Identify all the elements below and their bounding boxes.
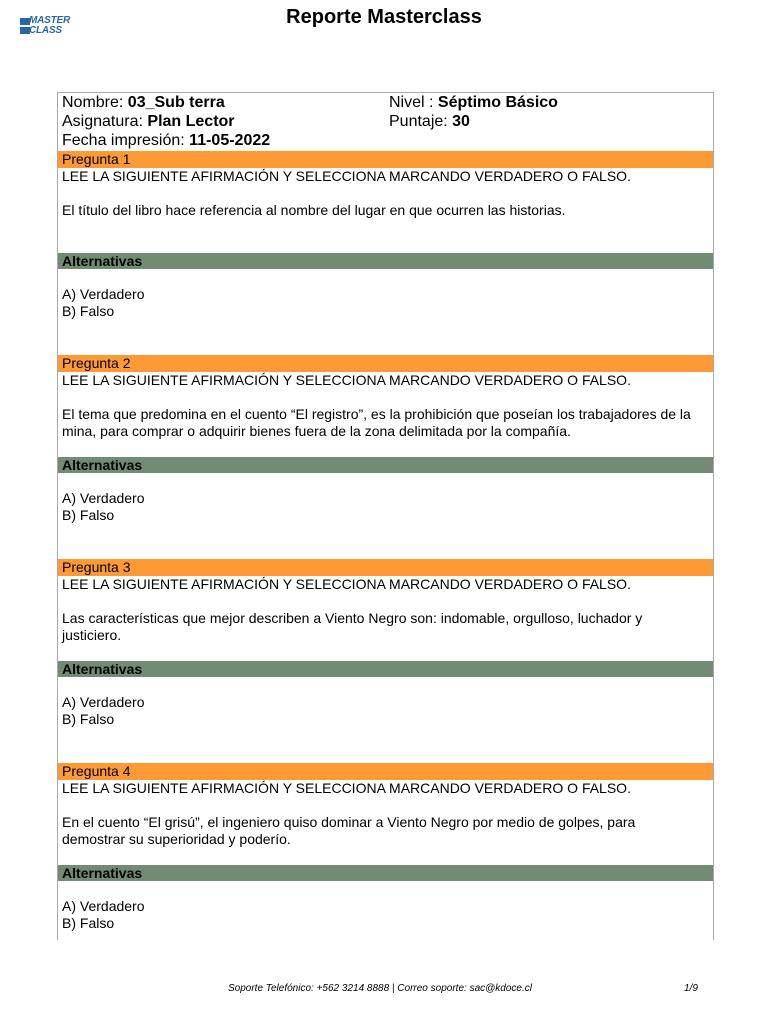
alternative-a: A) Verdadero (62, 694, 145, 710)
question-prompt: LEE LA SIGUIENTE AFIRMACIÓN Y SELECCIONA MARCANDO VERDADERO O FALSO. (62, 372, 631, 388)
question-prompt: LEE LA SIGUIENTE AFIRMACIÓN Y SELECCIONA MARCANDO VERDADERO O FALSO. (62, 780, 631, 796)
question-3 (58, 559, 713, 763)
asignatura-row (62, 112, 270, 131)
alternatives-list (58, 269, 713, 355)
alternatives-list (58, 677, 713, 763)
alternative-a: A) Verdadero (62, 490, 145, 506)
nivel-row (389, 93, 558, 112)
nivel-value: Séptimo Básico (437, 94, 558, 111)
fecha-value: 11-05-2022 (189, 132, 271, 149)
question-1 (58, 151, 713, 355)
question-statement: En el cuento “El grisú”, el ingeniero quiso dominar a Viento Negro por medio de golpes, para demostrar su superioridad y poderío. (62, 814, 636, 847)
question-statement: Las características que mejor describen a Viento Negro son: indomable, orgulloso, luchador y justiciero. (62, 610, 643, 643)
nivel-label: Nivel : (389, 94, 438, 111)
logo-line-1: MASTER (29, 15, 71, 26)
puntaje-label: Puntaje: (389, 113, 453, 130)
info-column-left (62, 93, 270, 150)
alternatives-header: Alternativas (58, 457, 713, 473)
page-number: 1/9 (684, 983, 698, 994)
question-header: Pregunta 4 (58, 763, 713, 780)
nombre-label: Nombre: (62, 94, 128, 111)
alternatives-header: Alternativas (58, 661, 713, 677)
info-column-right (389, 93, 558, 131)
question-header: Pregunta 3 (58, 559, 713, 576)
question-header: Pregunta 2 (58, 355, 713, 372)
question-statement: El título del libro hace referencia al nombre del lugar en que ocurren las historias. (62, 202, 566, 218)
alternative-a: A) Verdadero (62, 898, 145, 914)
page-title: Reporte Masterclass (286, 6, 482, 28)
nombre-value: 03_Sub terra (127, 94, 225, 111)
question-prompt: LEE LA SIGUIENTE AFIRMACIÓN Y SELECCIONA MARCANDO VERDADERO O FALSO. (62, 168, 631, 184)
alternatives-list (58, 473, 713, 559)
support-contact: Soporte Telefónico: +562 3214 8888 | Correo soporte: sac@kdoce.cl (228, 983, 532, 994)
question-4 (58, 763, 713, 940)
report-header-info (58, 93, 713, 151)
alternative-b: B) Falso (62, 303, 115, 319)
alternative-b: B) Falso (62, 915, 115, 931)
question-header: Pregunta 1 (58, 151, 713, 168)
alternatives-list (58, 881, 713, 940)
report-frame (57, 92, 714, 940)
alternative-b: B) Falso (62, 507, 115, 523)
alternatives-header: Alternativas (58, 865, 713, 881)
question-2 (58, 355, 713, 559)
alternative-b: B) Falso (62, 711, 115, 727)
alternatives-header: Alternativas (58, 253, 713, 269)
fecha-row (62, 131, 270, 150)
asignatura-label: Asignatura: (62, 113, 148, 130)
question-prompt: LEE LA SIGUIENTE AFIRMACIÓN Y SELECCIONA MARCANDO VERDADERO O FALSO. (62, 576, 631, 592)
alternative-a: A) Verdadero (62, 286, 145, 302)
puntaje-row (389, 112, 558, 131)
nombre-row (62, 93, 270, 112)
asignatura-value: Plan Lector (147, 113, 235, 130)
fecha-label: Fecha impresión: (62, 132, 190, 149)
logo-line-2: CLASS (29, 25, 62, 36)
question-statement: El tema que predomina en el cuento “El registro”, es la prohibición que poseían los trabajadores de la mina, para comprar o adquirir bienes fuera de la zona delimitada por la compañía. (62, 406, 691, 439)
puntaje-value: 30 (452, 113, 470, 130)
